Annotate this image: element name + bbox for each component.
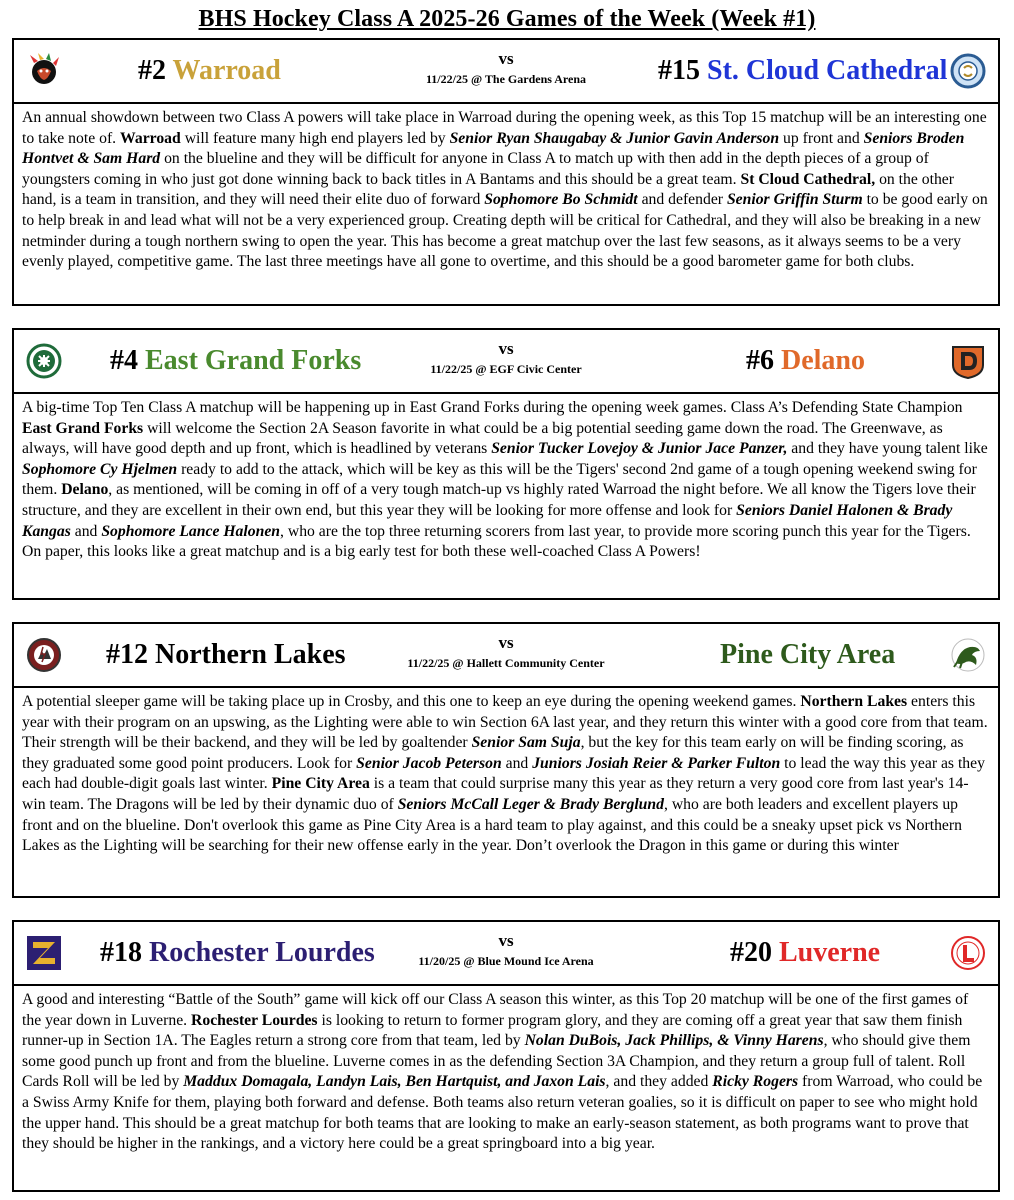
preview-text-segment: and: [70, 522, 102, 540]
player-names-highlight: Maddux Domagala, Landyn Lais, Ben Hartquist, and Jaxon Lais: [183, 1073, 606, 1091]
team-name-highlight: St Cloud Cathedral,: [740, 170, 876, 188]
preview-text-segment: to lead the way this year as they each had double-digit goals last winter.: [22, 754, 985, 793]
team-name-highlight: East Grand Forks: [22, 419, 144, 437]
player-names-highlight: Seniors McCall Leger & Brady Berglund: [397, 795, 664, 813]
preview-text-segment: is looking to return to former program glory, and they are coming off a great year that saw them finish runner-up in Section 1A. The Eagles return a strong core from that team, led by: [22, 1011, 963, 1050]
away-rank: #20: [730, 937, 772, 968]
game-header: [14, 624, 998, 688]
game-date-venue: 11/22/25 @ Hallett Community Center: [407, 656, 605, 670]
player-names-highlight: Seniors Broden Hontvet & Sam Hard: [22, 129, 965, 168]
delano-d-shield-logo-icon: [950, 343, 986, 379]
preview-text-segment: will feature many high end players led by: [180, 129, 450, 147]
home-team-name: Northern Lakes: [155, 639, 346, 670]
vs-label: vs: [498, 931, 514, 950]
game-card-warroad-vs-cathedral: [12, 38, 1000, 306]
player-names-highlight: Sophomore Bo Schmidt: [484, 191, 638, 209]
preview-text-segment: An annual showdown between two Class A powers will take place in Warroad during the opening week, as this Top 15 matchup will be an interesting one to take note of.: [22, 109, 987, 147]
preview-text-segment: up front and: [779, 129, 864, 147]
away-team-label: [730, 922, 880, 984]
team-name-highlight: Warroad: [120, 129, 181, 147]
preview-text-segment: will welcome the Section 2A Season favorite in what could be a big potential seeding game down the road. The Greenwave, as always, will have good depth and up front, which is headlined by veterans: [22, 419, 943, 458]
player-names-highlight: Sophomore Lance Halonen: [101, 522, 281, 540]
away-rank: #15: [658, 55, 700, 86]
player-names-highlight: Senior Griffin Sturm: [726, 191, 863, 209]
preview-text-segment: from Warroad, who could be a Swiss Army Knife for them, playing both forward and defense. Both teams also return veteran goalies, so it is difficult on paper to see who might hold the upper hand. This should be a great matchup for both teams that are looking to make an early-season statement, as both programs want to prove that they should be higher in the rankings, and a victory here could be a great springboard into a big year.: [22, 1073, 983, 1153]
player-names-highlight: Senior Sam Suja: [471, 734, 581, 752]
team-name-highlight: Rochester Lourdes: [191, 1011, 318, 1029]
vs-label: vs: [498, 339, 514, 358]
luverne-hockey-logo-icon: [950, 935, 986, 971]
preview-text-segment: , but the key for this team early on will be finding scoring, as they graduated some good point producers. Look for: [22, 734, 964, 772]
player-names-highlight: Seniors Daniel Halonen & Brady Kangas: [22, 501, 953, 540]
away-team-name: Pine City Area: [720, 639, 896, 670]
home-rank: #12: [106, 639, 148, 670]
pine-city-dragon-logo-icon: [950, 637, 986, 673]
preview-text-segment: and: [501, 754, 533, 772]
team-name-highlight: Delano: [61, 481, 109, 499]
preview-text-segment: enters this year with their program on an upswing, as the Lighting were able to win Section 6A last year, and they return this winter with a good core from that team. Their strength will be their backend, and they will be led by goaltender: [22, 693, 988, 752]
cathedral-hockey-logo-icon: [950, 53, 986, 89]
game-preview-text: [14, 104, 998, 273]
preview-text-segment: A potential sleeper game will be taking place up in Crosby, and this one to keep an eye during the opening weekend games.: [22, 693, 801, 710]
away-team-label: [658, 40, 947, 102]
game-preview-text: [14, 688, 998, 857]
preview-text-segment: , who should give them some good punch up front and from the blueline. Luverne comes in as the defending Section 3A Champion, and they return a group full of talent. Roll Cards Roll will be led by: [22, 1032, 971, 1091]
preview-text-segment: , who are the top three returning scorers from last year, to provide more scoring punch this year for the Tigers. On paper, this looks like a great matchup and is a big early test for both these well-coached Class A Powers!: [22, 522, 971, 561]
game-date-venue: 11/22/25 @ EGF Civic Center: [430, 362, 582, 376]
preview-text-segment: and defender: [637, 191, 727, 209]
player-names-highlight: Nolan DuBois, Jack Phillips, & Vinny Harens: [524, 1032, 824, 1050]
game-date-venue: 11/22/25 @ The Gardens Arena: [425, 72, 587, 86]
preview-text-segment: on the other hand, is a team in transition, and they will need their elite duo of forward: [22, 170, 954, 209]
team-name-highlight: Northern Lakes: [800, 693, 908, 710]
preview-text-segment: A big-time Top Ten Class A matchup will be happening up in East Grand Forks during the opening week games. Class A’s Defending State Champion: [22, 399, 963, 416]
vs-label: vs: [498, 633, 514, 652]
team-name-highlight: Pine City Area: [271, 775, 370, 793]
away-rank: #6: [746, 345, 774, 376]
game-card-egf-vs-delano: [12, 328, 1000, 600]
preview-text-segment: , as mentioned, will be coming in off of a very tough match-up vs highly rated Warroad the night before. We all know the Tigers love their structure, and they are excellent in their own end, but this year they will be looking for more offense and look for: [22, 481, 976, 519]
home-rank: #4: [110, 345, 138, 376]
home-rank: #2: [138, 55, 166, 86]
player-names-highlight: Senior Tucker Lovejoy & Junior Jace Panzer,: [491, 440, 788, 458]
away-team-label: [720, 624, 895, 686]
player-names-highlight: Sophomore Cy Hjelmen: [22, 460, 178, 478]
player-names-highlight: Senior Ryan Shaugabay & Junior Gavin Anderson: [449, 129, 780, 147]
page-title: BHS Hockey Class A 2025-26 Games of the Week (Week #1): [198, 6, 816, 32]
game-header: [14, 330, 998, 394]
game-card-lourdes-vs-luverne: [12, 920, 1000, 1192]
vs-label: vs: [498, 49, 514, 68]
preview-text-segment: ready to add to the attack, which will be key as this will be the Tigers' second 2nd game of a tough opening weekend swing for them.: [22, 460, 977, 499]
game-header: [14, 922, 998, 986]
preview-text-segment: to be good early on to help break in and lead what will not be a very experienced group. Creating depth will be critical for Cathedral, and they will also be breaking in a new netminder during a tough northern swing to open the year. This has become a great matchup over the last few seasons, as it always seems to be a very evenly played, competitive game. The last three meetings have all gone to overtime, and this should be a good barometer game for both clubs.: [22, 191, 988, 271]
game-preview-text: [14, 394, 998, 563]
preview-text-segment: on the blueline and they will be difficult for anyone in Class A to match up with then add in the depth pieces of a group of youngsters coming in who just got done winning back to back titles in A Bantams and this should be a great team.: [22, 150, 929, 188]
away-team-name: Delano: [781, 345, 865, 376]
away-team-name: St. Cloud Cathedral: [707, 55, 948, 86]
home-team-name: Warroad: [172, 55, 281, 86]
preview-text-segment: and they have young talent like: [787, 440, 988, 458]
game-preview-text: [14, 986, 998, 1155]
game-card-northern-lakes-vs-pine-city: [12, 622, 1000, 898]
preview-text-segment: , and they added: [605, 1073, 713, 1091]
preview-text-segment: is a team that could surprise many this year as they return a very good core from last year's 14-win team. The Dragons will be led by their dynamic duo of: [22, 775, 969, 813]
home-rank: #18: [100, 937, 142, 968]
preview-text-segment: A good and interesting “Battle of the South” game will kick off our Class A season this winter, as this Top 20 matchup will be one of the first games of the year down in Luverne.: [22, 991, 969, 1029]
away-team-name: Luverne: [779, 937, 881, 968]
player-names-highlight: Juniors Josiah Reier & Parker Fulton: [532, 754, 781, 772]
player-names-highlight: Ricky Rogers: [712, 1073, 799, 1091]
preview-text-segment: , who are both leaders and excellent players up front and on the blueline. Don't overlook this game as Pine City Area is a hard team to play against, and this could be a sneaky upset pick vs Northern Lakes as the Lighting will be searching for their new offense early in the year. Don’t overlook the Dragon in this game or during this winter: [22, 795, 962, 855]
home-team-name: East Grand Forks: [145, 345, 362, 376]
player-names-highlight: Senior Jacob Peterson: [356, 754, 502, 772]
away-team-label: [746, 330, 865, 392]
game-header: [14, 40, 998, 104]
home-team-name: Rochester Lourdes: [149, 937, 375, 968]
game-date-venue: 11/20/25 @ Blue Mound Ice Arena: [418, 954, 594, 968]
